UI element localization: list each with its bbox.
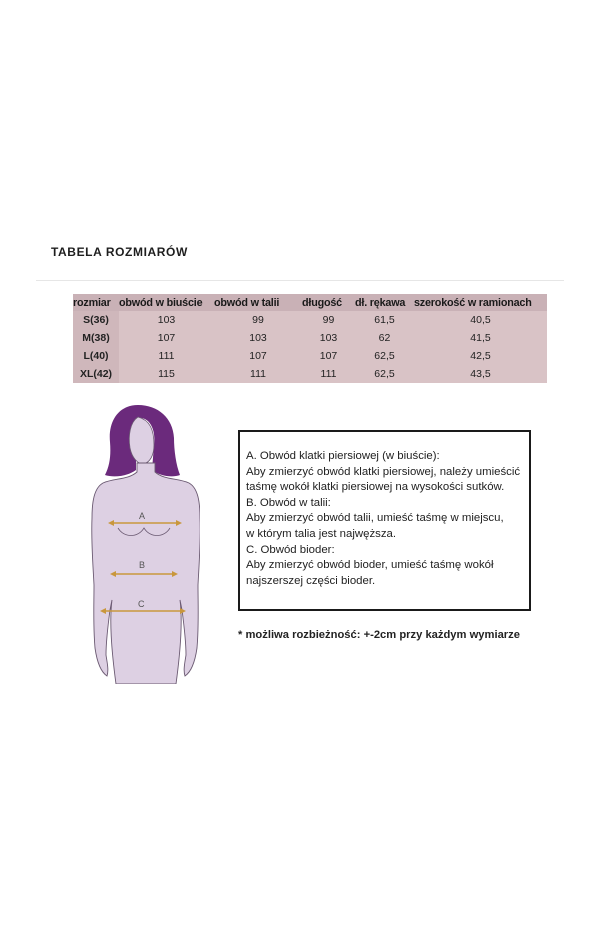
table-row: [73, 365, 547, 383]
header-cell: rozmiar: [73, 294, 119, 311]
table-cell: 41,5: [414, 329, 547, 347]
table-cell: 111: [119, 347, 214, 365]
header-cell: obwód w biuście: [119, 294, 214, 311]
divider: [36, 280, 564, 281]
size-cell: XL(42): [73, 365, 119, 383]
header-cell: szerokość w ramionach: [414, 294, 547, 311]
table-cell: 99: [302, 311, 355, 329]
header-cell: długość: [302, 294, 355, 311]
size-cell: S(36): [73, 311, 119, 329]
bust-title: A. Obwód klatki piersiowej (w biuście):: [246, 450, 440, 462]
table-cell: 61,5: [355, 311, 414, 329]
table-header-row: [73, 294, 547, 311]
face-shape: [129, 417, 154, 464]
table-cell: 62,5: [355, 347, 414, 365]
table-cell: 43,5: [414, 365, 547, 383]
bust-text-line: taśmę wokół klatki piersiowej na wysokości sutków.: [246, 481, 505, 494]
header-cell: dł. rękawa: [355, 294, 414, 311]
table-cell: 40,5: [414, 311, 547, 329]
waist-text-line: Aby zmierzyć obwód talii, umieść taśmę w miejscu,: [246, 512, 504, 525]
table-cell: 107: [302, 347, 355, 365]
size-cell: L(40): [73, 347, 119, 365]
table-cell: 103: [119, 311, 214, 329]
table-cell: 103: [214, 329, 302, 347]
hips-text-line: najszerszej części bioder.: [246, 574, 376, 587]
table-cell: 115: [119, 365, 214, 383]
bust-text-line: Aby zmierzyć obwód klatki piersiowej, należy umieścić: [246, 465, 521, 478]
header-cell: obwód w talii: [214, 294, 302, 311]
table-cell: 107: [214, 347, 302, 365]
table-row: [73, 329, 547, 347]
body-measurement-figure: [88, 400, 200, 684]
table-cell: 42,5: [414, 347, 547, 365]
label-b: B: [139, 560, 146, 570]
tolerance-note: * możliwa rozbieżność: +-2cm przy każdym wymiarze: [238, 629, 520, 641]
table-cell: 99: [214, 311, 302, 329]
table-cell: 62: [355, 329, 414, 347]
size-table: [73, 294, 547, 383]
table-cell: 103: [302, 329, 355, 347]
page-title: TABELA ROZMIARÓW: [51, 245, 188, 259]
table-cell: 111: [214, 365, 302, 383]
table-row: [73, 347, 547, 365]
hips-title: C. Obwód bioder:: [246, 543, 335, 556]
table-cell: 111: [302, 365, 355, 383]
measurement-instructions-box: [238, 430, 531, 611]
waist-text-line: w którym talia jest najwęższa.: [246, 527, 397, 540]
waist-title: B. Obwód w talii:: [246, 496, 331, 509]
hips-text-line: Aby zmierzyć obwód bioder, umieść taśmę wokół: [246, 559, 494, 572]
edge-mark: [560, 246, 562, 256]
table-cell: 62,5: [355, 365, 414, 383]
table-cell: 107: [119, 329, 214, 347]
label-a: A: [139, 511, 146, 521]
table-row: [73, 311, 547, 329]
label-c: C: [138, 599, 145, 609]
size-cell: M(38): [73, 329, 119, 347]
